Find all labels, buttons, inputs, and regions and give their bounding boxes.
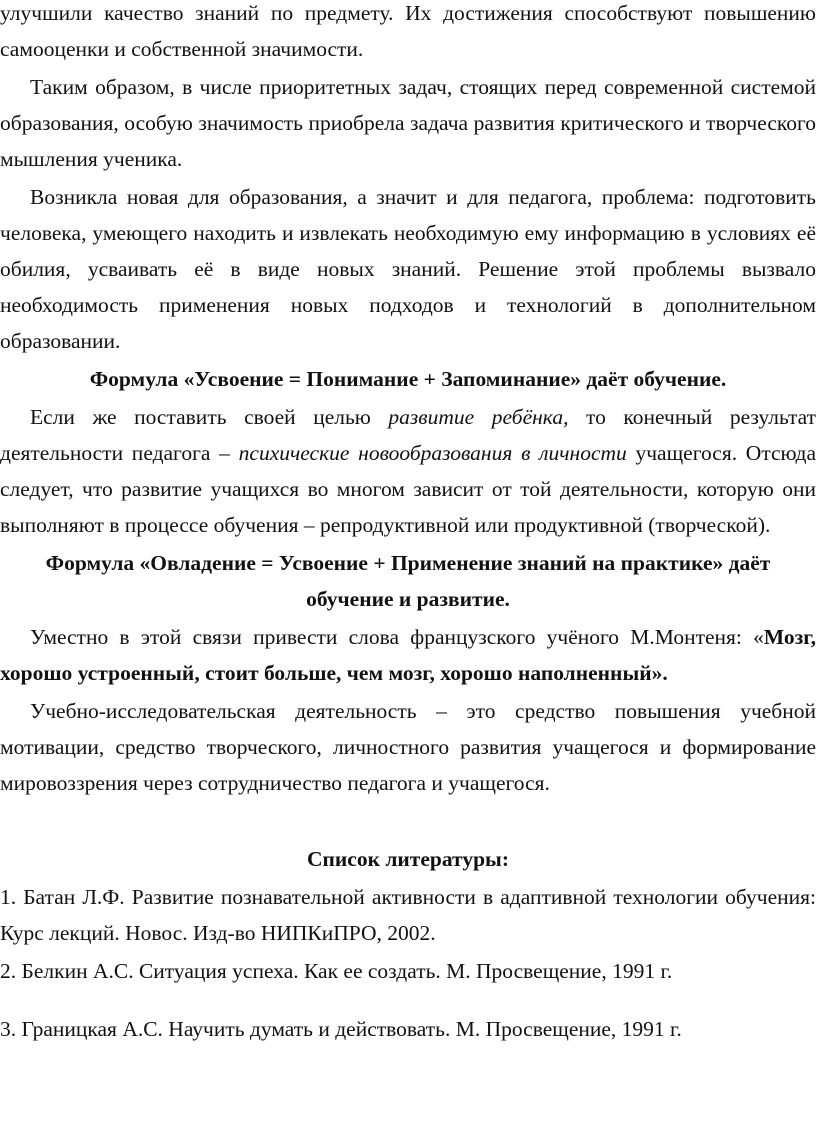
- paragraph-montaigne-quote: [0, 619, 816, 691]
- paragraph-new-problem: Возникла новая для образования, а значит и для педагога, проблема: подготовить человека, умеющего находить и извлекать необходимую ему информацию в условиях её обилия, усваивать её в виде новых знаний. Решение этой проблемы вызвало необходимость применения новых подходов и технологий в дополнительном образовании.: [0, 185, 816, 353]
- formula-learning: Формула «Усвоение = Понимание + Запоминание» даёт обучение.: [89, 367, 727, 391]
- reference-item-2: 2. Белкин А.С. Ситуация успеха. Как ее создать. М. Просвещение, 1991 г.: [0, 959, 673, 983]
- spacer: [0, 801, 816, 841]
- paragraph-child-development: [0, 399, 816, 543]
- italic-phrase-child-development: развитие ребёнка,: [388, 405, 569, 429]
- reference-item-3: 3. Границкая А.С. Научить думать и действовать. М. Просвещение, 1991 г.: [0, 1017, 682, 1041]
- formula-mastery: Формула «Овладение = Усвоение + Применение знаний на практике» даёт обучение и развитие.: [45, 551, 771, 611]
- text-segment: Если же поставить своей целью: [30, 405, 389, 429]
- spacer: [0, 989, 816, 1011]
- text-segment: Уместно в этой связи привести слова французского учёного М.Монтеня: «: [30, 625, 764, 649]
- reference-item-1: 1. Батан Л.Ф. Развитие познавательной активности в адаптивной технологии обучения: Курс лекций. Новос. Изд-во НИПКиПРО, 2002.: [0, 885, 816, 945]
- italic-phrase-neoformations: психические новообразования в личности: [238, 441, 627, 465]
- text-segment: учащегося. Отсюда следует, что развитие учащихся во многом зависит от той деятельности, которую они выполняют в процессе обучения – репродуктивной или продуктивной (творческой).: [0, 441, 816, 537]
- references-title: Список литературы:: [307, 847, 509, 871]
- paragraph-intro-continuation: улучшили качество знаний по предмету. Их достижения способствуют повышению самооценки и собственной значимости.: [0, 1, 816, 61]
- paragraph-priority-tasks: Таким образом, в числе приоритетных задач, стоящих перед современной системой образования, особую значимость приобрела задача развития критического и творческого мышления ученика.: [0, 75, 816, 171]
- text-segment: то конечный результат деятельности педагога –: [0, 405, 816, 465]
- bold-quote-montaigne: Мозг, хорошо устроенный, стоит больше, чем мозг, хорошо наполненный».: [0, 625, 816, 685]
- paragraph-research-activity: Учебно-исследовательская деятельность – это средство повышения учебной мотивации, средство творческого, личностного развития учащегося и формирование мировоззрения через сотрудничество педагога и учащегося.: [0, 699, 816, 795]
